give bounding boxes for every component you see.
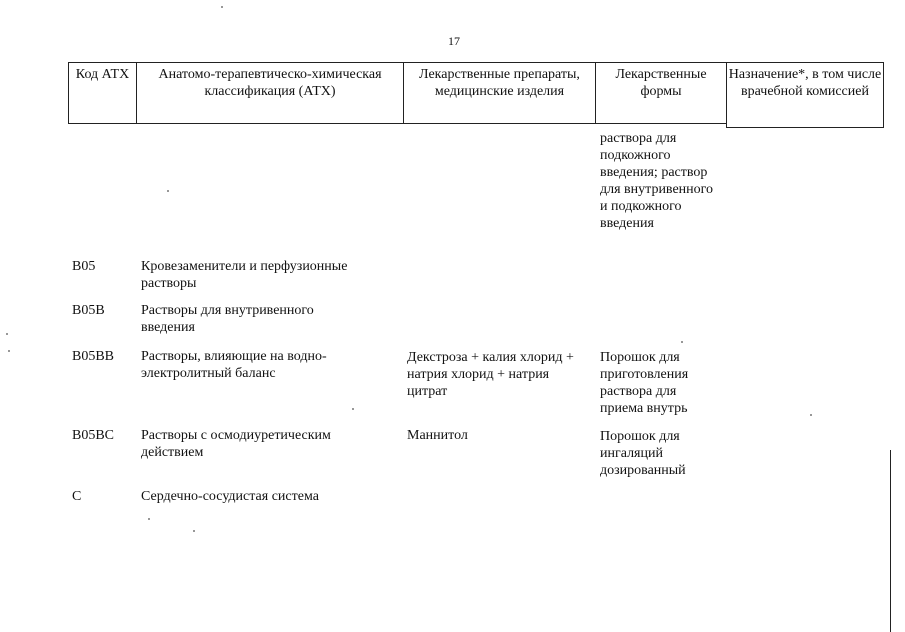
row-b05bc-classification: Растворы с осмодиуретическим действием [141, 428, 331, 460]
scan-speck [148, 518, 150, 520]
row-b05bb-form: Порошок для приготовления раствора для приема внутрь [600, 350, 689, 416]
scan-speck [352, 408, 354, 410]
header-purpose: Назначение*, в том числе врачебной комиссией [726, 62, 884, 128]
header-classification: Анатомо-терапевтическо-химическая классификация (АТХ) [136, 62, 403, 124]
row-b05-classification: Кровезаменители и перфузионные растворы [141, 259, 348, 291]
row-b05b-classification: Растворы для внутривенного введения [141, 303, 314, 335]
table-header [68, 62, 884, 124]
continuation-form: раствора для подкожного введения; раствор для внутривенного и подкожного введения [600, 131, 714, 231]
row-b05-code: B05 [72, 259, 96, 274]
row-c-code: C [72, 489, 82, 504]
row-b05bb-classification: Растворы, влияющие на водно-электролитный баланс [141, 349, 327, 381]
row-b05b-code: B05B [72, 303, 105, 318]
scan-speck [6, 333, 8, 335]
header-forms: Лекарственные формы [595, 62, 726, 124]
page-number: 17 [448, 34, 460, 48]
scan-speck [681, 341, 683, 343]
row-b05bc-code: B05BC [72, 428, 115, 443]
row-b05bb-drug: Декстроза + калия хлорид + натрия хлорид + натрия цитрат [407, 350, 574, 399]
row-b05bb-code: B05BB [72, 349, 115, 364]
scan-speck [810, 414, 812, 416]
row-b05bc-form: Порошок для ингаляций дозированный [600, 429, 686, 478]
scan-speck [193, 530, 195, 532]
header-drugs: Лекарственные препараты, медицинские изделия [403, 62, 595, 124]
scan-edge-line [890, 450, 891, 632]
scan-speck [167, 190, 169, 192]
row-b05bc-drug: Маннитол [407, 428, 468, 443]
scan-speck [221, 6, 223, 8]
header-code: Код АТХ [68, 62, 136, 124]
scan-speck [8, 350, 10, 352]
row-c-classification: Сердечно-сосудистая система [141, 489, 319, 504]
